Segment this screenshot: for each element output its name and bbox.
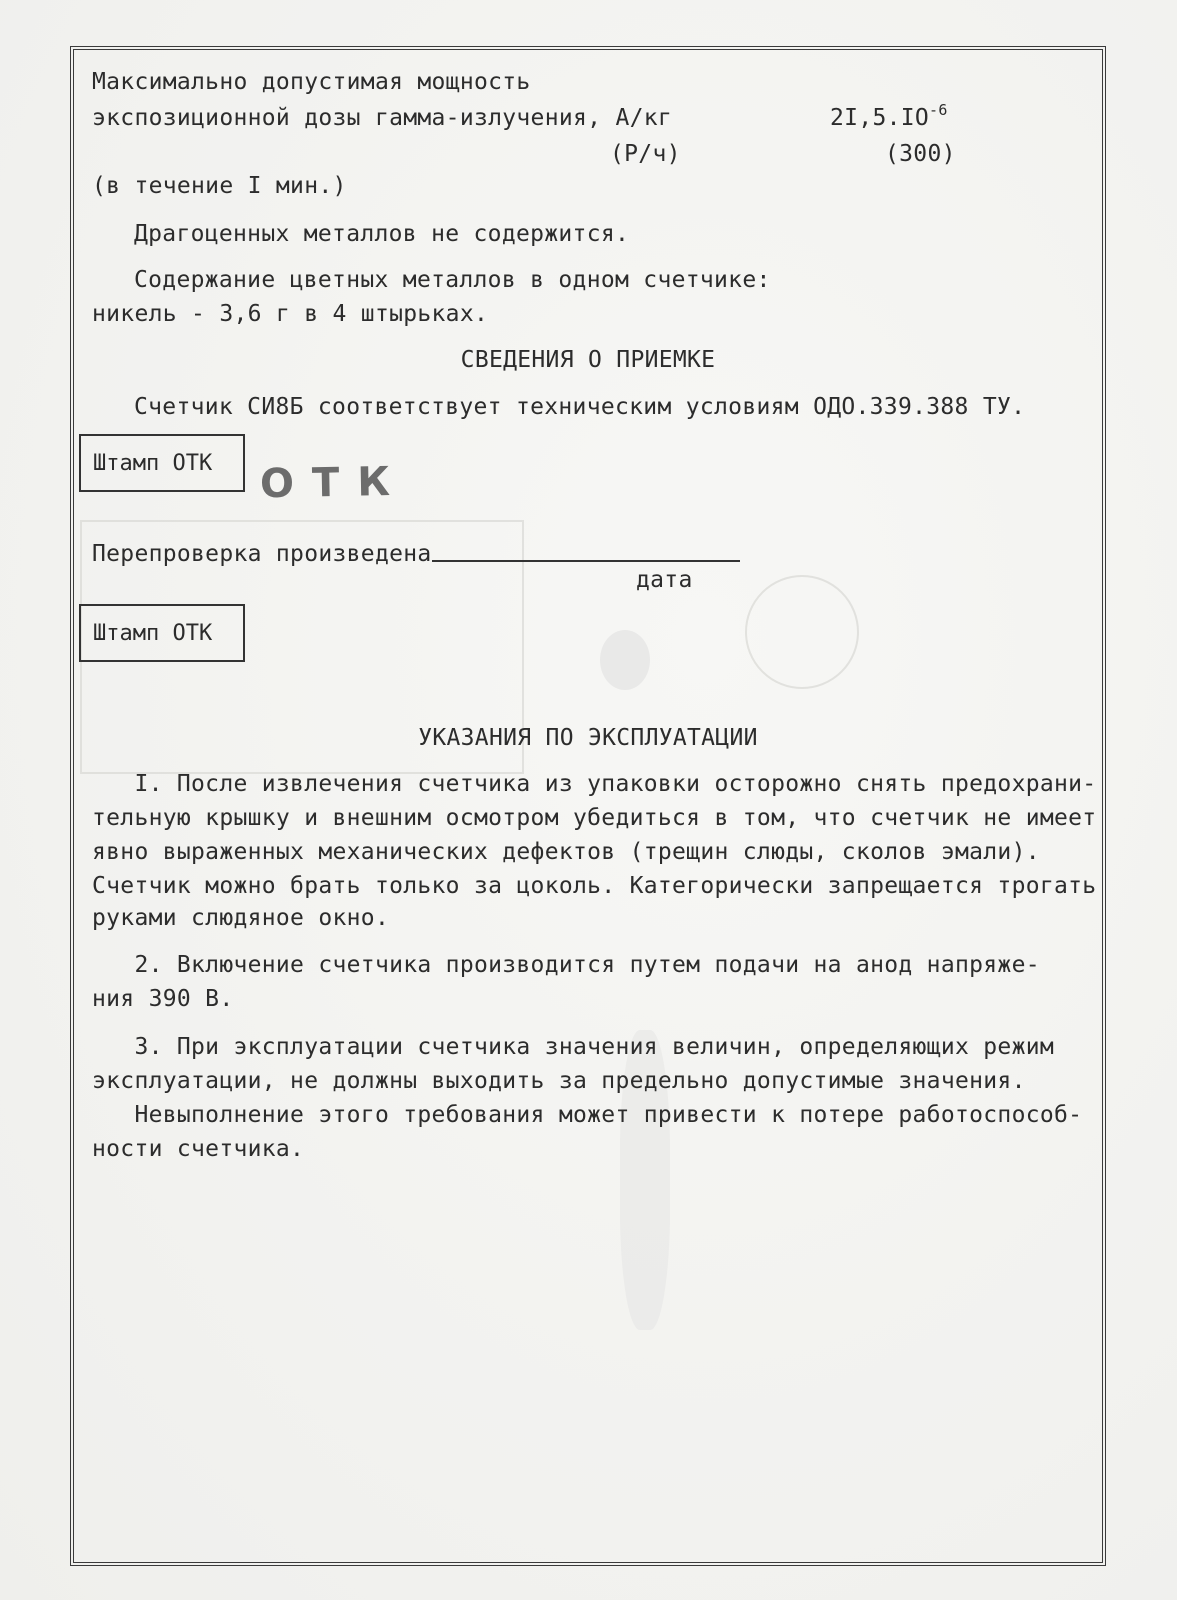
max-power-value-base: 2I,5.IO — [830, 105, 930, 131]
instruction-2-line1: 2. Включение счетчика производится путем подачи на анод напряже- — [92, 952, 1040, 978]
instruction-3-line2: эксплуатации, не должны выходить за предельно допустимые значения. — [92, 1068, 1026, 1094]
max-power-unit-alt: (Р/ч) — [610, 141, 681, 167]
instruction-1-line4: Счетчик можно брать только за цоколь. Категорически запрещается трогать — [92, 873, 1097, 899]
max-power-label-line1: Максимально допустимая мощность — [92, 69, 531, 95]
nonferrous-metals-line1: Содержание цветных металлов в одном счетчике: — [134, 267, 771, 293]
recheck-date-line — [432, 560, 740, 562]
instruction-1-line3: явно выраженных механических дефектов (трещин слюды, сколов эмали). — [92, 839, 1040, 865]
instruction-2-line2: ния 390 В. — [92, 986, 234, 1012]
instruction-4-line2: ности счетчика. — [92, 1136, 305, 1162]
nonferrous-metals-line2: никель - 3,6 г в 4 штырьках. — [92, 301, 489, 327]
instruction-3-line1: 3. При эксплуатации счетчика значения величин, определяющих режим — [92, 1034, 1055, 1060]
acceptance-statement: Счетчик СИ8Б соответствует техническим условиям ОДО.339.388 ТУ. — [134, 394, 1026, 420]
precious-metals-note: Драгоценных металлов не содержится. — [134, 221, 630, 247]
instruction-1-line2: тельную крышку и внешним осмотром убедиться в том, что счетчик не имеет — [92, 805, 1097, 831]
otk-stamp-box-2 — [79, 604, 245, 662]
otk-stamp-mark: ОТК — [259, 458, 409, 508]
max-power-value-alt: (300) — [885, 141, 956, 167]
acceptance-title: СВЕДЕНИЯ О ПРИЕМКЕ — [460, 347, 716, 373]
recheck-label: Перепроверка произведена — [92, 541, 432, 567]
otk-stamp-box-1 — [79, 434, 245, 492]
max-power-value — [830, 101, 948, 132]
instructions-title: УКАЗАНИЯ ПО ЭКСПЛУАТАЦИИ — [418, 725, 758, 751]
max-power-value-exponent: -6 — [929, 101, 948, 119]
instruction-4-line1: Невыполнение этого требования может привести к потере работоспособ- — [92, 1102, 1083, 1128]
otk-stamp-label-1: Штамп ОТК — [93, 451, 213, 476]
otk-stamp-label-2: Штамп ОТК — [93, 621, 213, 646]
instruction-1-line1: I. После извлечения счетчика из упаковки осторожно снять предохрани- — [92, 771, 1097, 797]
duration-note: (в течение I мин.) — [92, 173, 347, 199]
max-power-label-line2: экспозиционной дозы гамма-излучения, А/кг — [92, 105, 673, 131]
instruction-1-line5: руками слюдяное окно. — [92, 905, 390, 931]
date-caption: дата — [636, 567, 693, 593]
